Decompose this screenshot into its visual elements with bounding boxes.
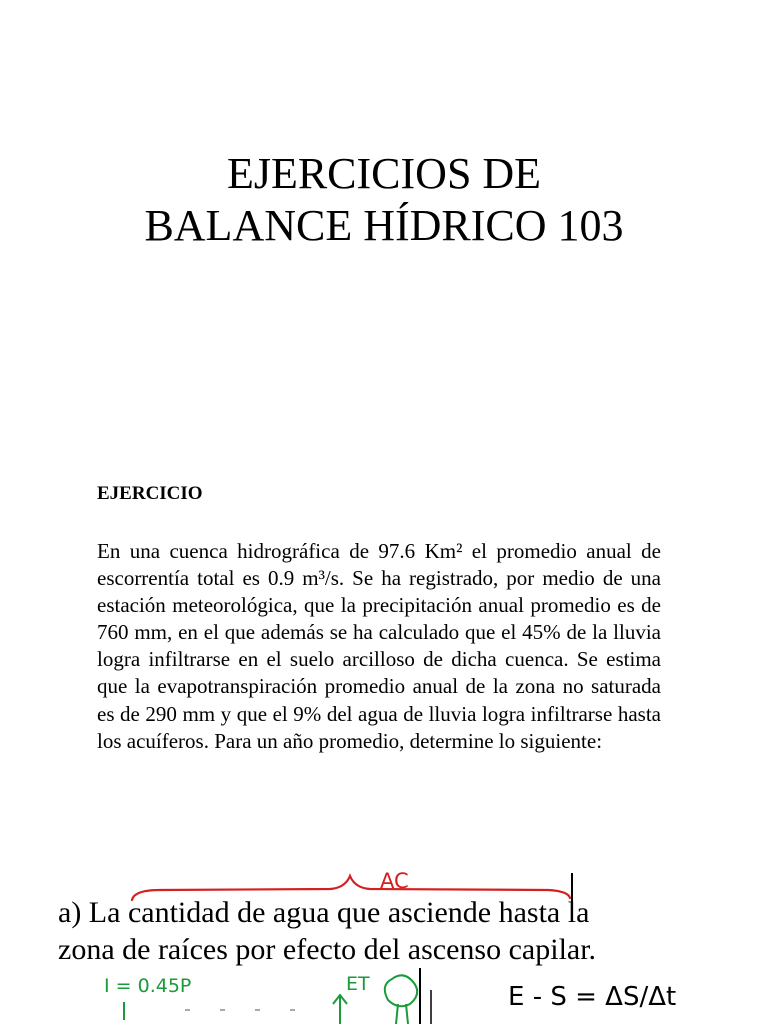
brace-label: AC — [380, 869, 409, 893]
exercise-heading: EJERCICIO — [97, 483, 203, 504]
title-line-2: BALANCE HÍDRICO 103 — [144, 201, 624, 250]
et-label: ET — [346, 973, 370, 995]
title-line-1: EJERCICIOS DE — [226, 149, 542, 198]
question-a-line-1: a) La cantidad de agua que asciende hasta la — [58, 896, 590, 929]
et-arrow — [333, 995, 347, 1024]
balance-equation: E - S = ΔS/Δt — [508, 982, 677, 1012]
infiltration-note: I = 0.45P — [104, 975, 192, 997]
exercise-paragraph: En una cuenca hidrográfica de 97.6 Km² el promedio anual de escorrentía total es 0.9 m³/s. Se ha registrado, por medio de una estación meteorológica, que la precipitación anual promedio es de 760 mm, en el que además se ha calculado que el 45% de la lluvia logra infiltrarse en el suelo arcilloso de dicha cuenca. Se estima que la evapotranspiración promedio anual de la zona no saturada es de 290 mm y que el 9% del agua de lluvia logra infiltrarse hasta los acuíferos. Para un año promedio, determine lo siguiente: — [97, 539, 661, 753]
question-a-line-2: zona de raíces por efecto del ascenso capilar. — [58, 933, 597, 966]
page-title — [0, 148, 768, 252]
question-a — [58, 894, 758, 968]
tree-icon — [385, 975, 417, 1024]
